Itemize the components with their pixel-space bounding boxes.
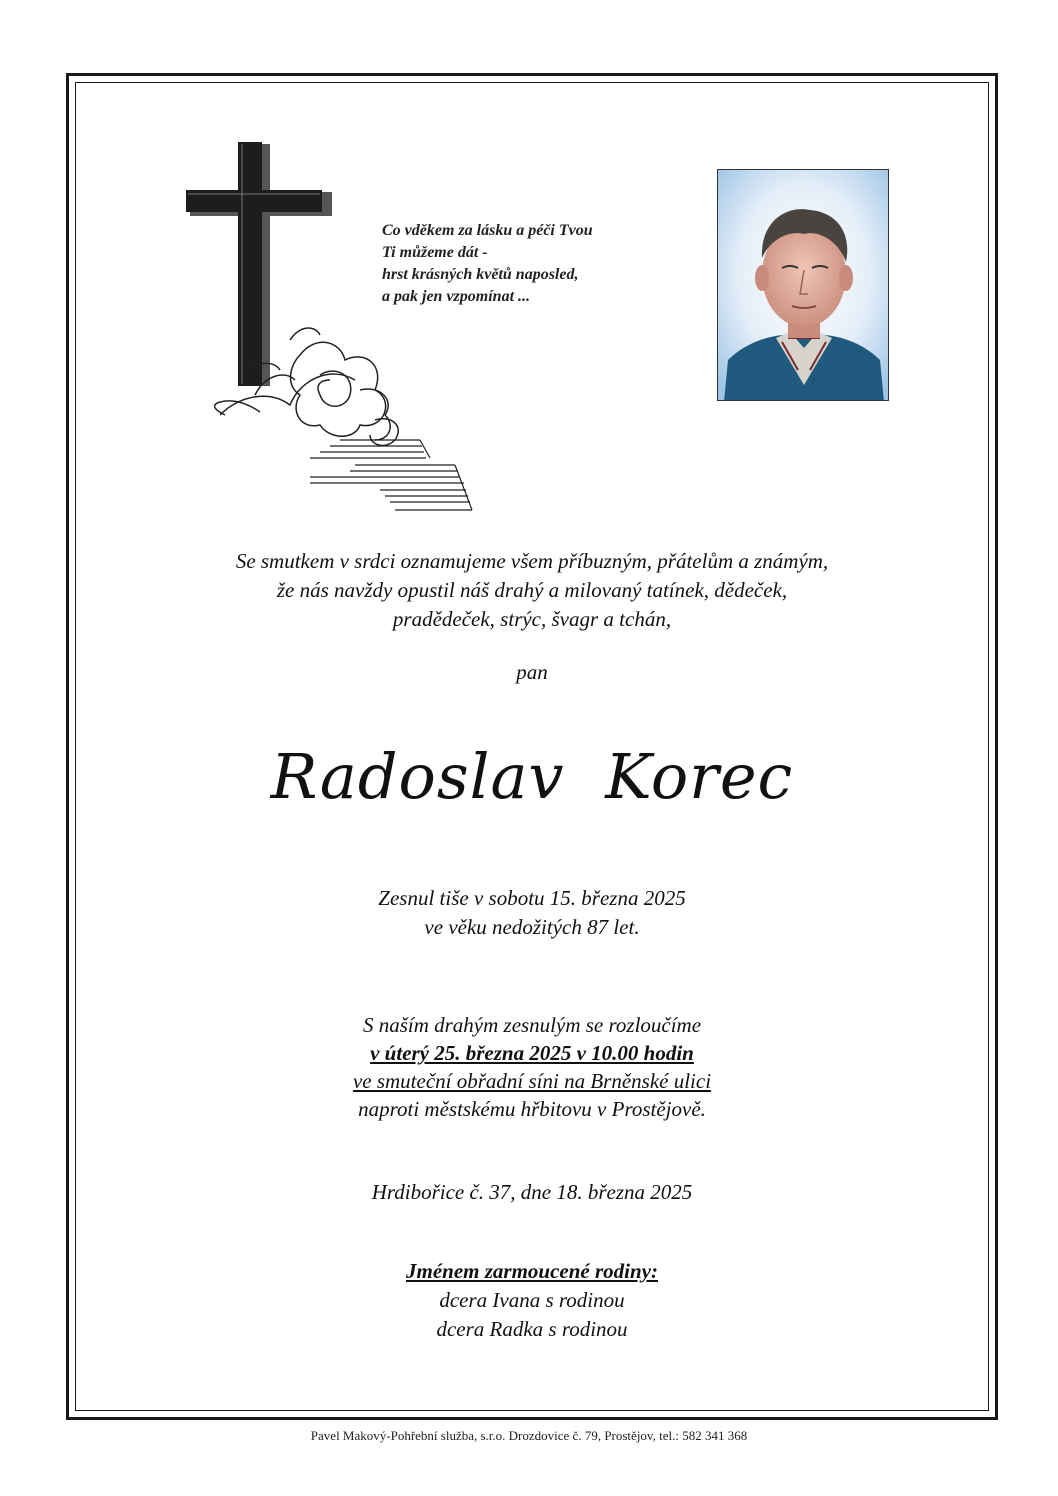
verse-line: a pak jen vzpomínat ... [382,288,531,305]
announcement-line: pradědeček, strýc, švagr a tchán, [392,607,672,631]
death-line: Zesnul tiše v sobotu 15. března 2025 [378,886,686,910]
announcement-text [75,547,989,634]
family-member: dcera Radka s rodinou [436,1317,628,1341]
place-date: Hrdibořice č. 37, dne 18. března 2025 [371,1180,693,1204]
verse-line: Co vděkem za lásku a péči Tvou [382,222,593,239]
deceased-name: Radoslav Korec [270,740,794,813]
ceremony-venue: ve smuteční obřadní síni na Brněnské ulici [352,1069,712,1093]
verse-line: hrst krásných květů naposled, [382,266,579,283]
portrait-photo [717,169,889,401]
announcement-line: že nás navždy opustil náš drahý a milovaný tatínek, dědeček, [276,578,788,602]
verse-line: Ti můžeme dát - [382,244,488,261]
family-section [75,1257,989,1344]
ceremony-datetime: v úterý 25. března 2025 v 10.00 hodin [370,1041,694,1065]
ceremony-intro: S naším drahým zesnulým se rozloučíme [362,1013,702,1037]
announcement-line: Se smutkem v srdci oznamujeme všem příbuzným, přátelům a známým, [235,549,829,573]
ceremony-location: naproti městskému hřbitovu v Prostějově. [358,1097,706,1121]
family-member: dcera Ivana s rodinou [439,1288,625,1312]
death-info [75,884,989,942]
salutation: pan [516,660,548,684]
memorial-verse [382,220,682,308]
funeral-service-footer: Pavel Makový-Pohřební služba, s.r.o. Drozdovice č. 79, Prostějov, tel.: 582 341 368 [310,1428,748,1443]
death-line: ve věku nedožitých 87 let. [424,915,640,939]
cross-with-roses-icon [180,140,480,520]
family-heading: Jménem zarmoucené rodiny: [406,1259,658,1283]
farewell-ceremony [75,1011,989,1123]
